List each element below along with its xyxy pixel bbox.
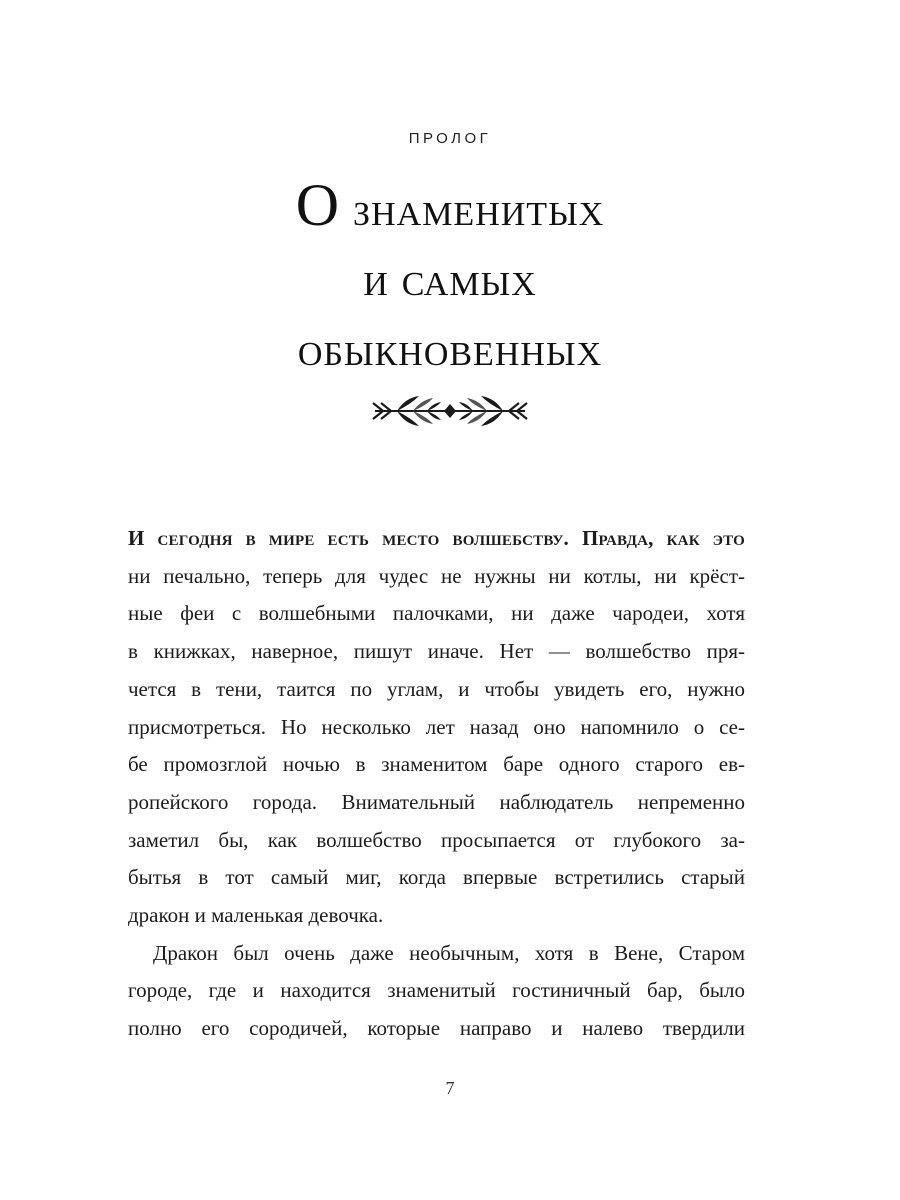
chapter-label: ПРОЛОГ xyxy=(408,130,492,147)
paragraph-line: полно его сородичей, которые направо и налево твердили xyxy=(128,1016,745,1041)
paragraph-line: ные феи с волшебными палочками, ни даже чародеи, хотя xyxy=(128,601,745,626)
paragraph xyxy=(128,935,745,1048)
paragraph-line: заметил бы, как волшебство просыпается от глубокого за- xyxy=(128,827,745,852)
paragraph-line: присмотреться. Но несколько лет назад оно напомнило о се- xyxy=(128,714,745,739)
chapter-title-line: и самых xyxy=(363,253,537,306)
floral-divider-icon xyxy=(369,390,531,432)
chapter-title xyxy=(0,170,900,385)
paragraph-line: ни печально, теперь для чудес не нужны ни котлы, ни крёст- xyxy=(128,563,745,588)
paragraph-line: ропейского города. Внимательный наблюдатель непременно xyxy=(128,789,745,814)
paragraph-line: чется в тени, таится по углам, и чтобы увидеть его, нужно xyxy=(128,676,745,701)
page-number: 7 xyxy=(445,1078,455,1098)
paragraph-line: И сегодня в мире есть место волшебству. Правда, как это xyxy=(128,526,745,550)
paragraph-line: Дракон был очень даже необычным, хотя в Вене, Старом xyxy=(153,940,745,965)
paragraph-line: городе, где и находится знаменитый гостиничный бар, было xyxy=(128,978,745,1003)
paragraph-line: дракон и маленькая девочка. xyxy=(128,903,384,928)
body-text xyxy=(128,520,745,1048)
chapter-title-line: обыкновенных xyxy=(297,323,603,376)
paragraph-line: в книжках, наверное, пишут иначе. Нет — волшебство пря- xyxy=(128,639,745,664)
paragraph-line: бе промозглой ночью в знаменитом баре одного старого ев- xyxy=(128,752,745,777)
paragraph-line: бытья в тот самый миг, когда впервые встретились старый xyxy=(128,865,745,890)
paragraph xyxy=(128,520,745,935)
chapter-title-line: О знаменитых xyxy=(295,172,605,238)
